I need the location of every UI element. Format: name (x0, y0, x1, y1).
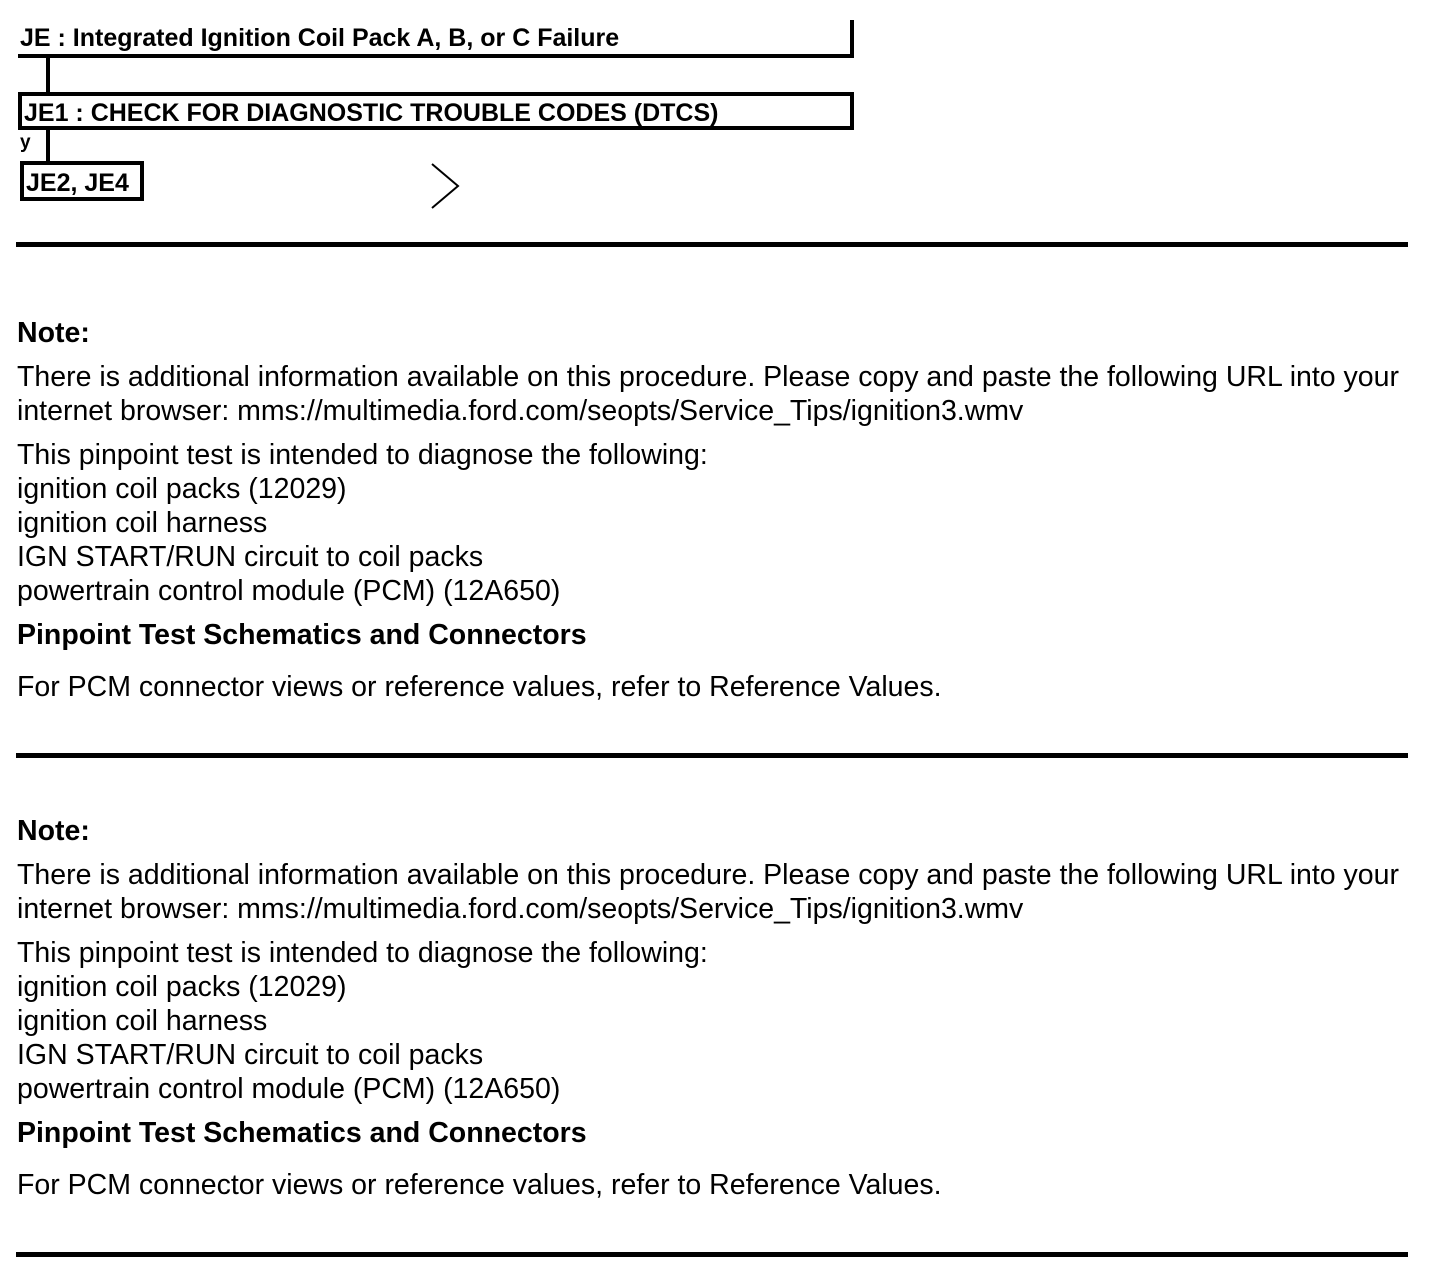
next-steps-box[interactable]: JE2, JE4 (20, 161, 144, 201)
chevron-right-icon[interactable] (428, 162, 462, 210)
scope-item: powertrain control module (PCM) (12A650) (17, 575, 561, 607)
note-heading: Note: (17, 317, 90, 349)
section-divider (16, 1252, 1408, 1257)
diagnosis-scope (17, 438, 1407, 608)
scope-item: IGN START/RUN circuit to coil packs (17, 541, 484, 573)
scope-item: IGN START/RUN circuit to coil packs (17, 1039, 484, 1071)
scope-item: ignition coil packs (12029) (17, 971, 347, 1003)
note-section (17, 316, 1407, 704)
reference-values-text: For PCM connector views or reference values, refer to Reference Values. (17, 1169, 942, 1201)
step-je1-box[interactable]: JE1 : CHECK FOR DIAGNOSTIC TROUBLE CODES (DTCS) (18, 92, 854, 130)
reference-values-text: For PCM connector views or reference values, refer to Reference Values. (17, 671, 942, 703)
section-divider (16, 242, 1408, 247)
scope-intro: This pinpoint test is intended to diagnose the following: (17, 937, 708, 969)
branch-yes-label: y (20, 132, 31, 153)
scope-item: ignition coil packs (12029) (17, 473, 347, 505)
note-text: There is additional information available on this procedure. Please copy and paste the following URL into your internet browser: mms://multimedia.ford.com/seopts/Service_Tips/ignition3.wmv (17, 361, 1399, 427)
note-section (17, 814, 1407, 1202)
pinpoint-test-title-box: JE : Integrated Ignition Coil Pack A, B, or C Failure (18, 20, 854, 58)
scope-item: ignition coil harness (17, 507, 268, 539)
scope-item: ignition coil harness (17, 1005, 268, 1037)
flow-connector-line (46, 58, 50, 92)
schematics-heading: Pinpoint Test Schematics and Connectors (17, 619, 587, 651)
section-divider (16, 753, 1408, 758)
scope-item: powertrain control module (PCM) (12A650) (17, 1073, 561, 1105)
diagnosis-scope (17, 936, 1407, 1106)
note-text: There is additional information available on this procedure. Please copy and paste the following URL into your internet browser: mms://multimedia.ford.com/seopts/Service_Tips/ignition3.wmv (17, 859, 1399, 925)
note-heading: Note: (17, 815, 90, 847)
scope-intro: This pinpoint test is intended to diagnose the following: (17, 439, 708, 471)
schematics-heading: Pinpoint Test Schematics and Connectors (17, 1117, 587, 1149)
flow-connector-line (46, 130, 50, 161)
